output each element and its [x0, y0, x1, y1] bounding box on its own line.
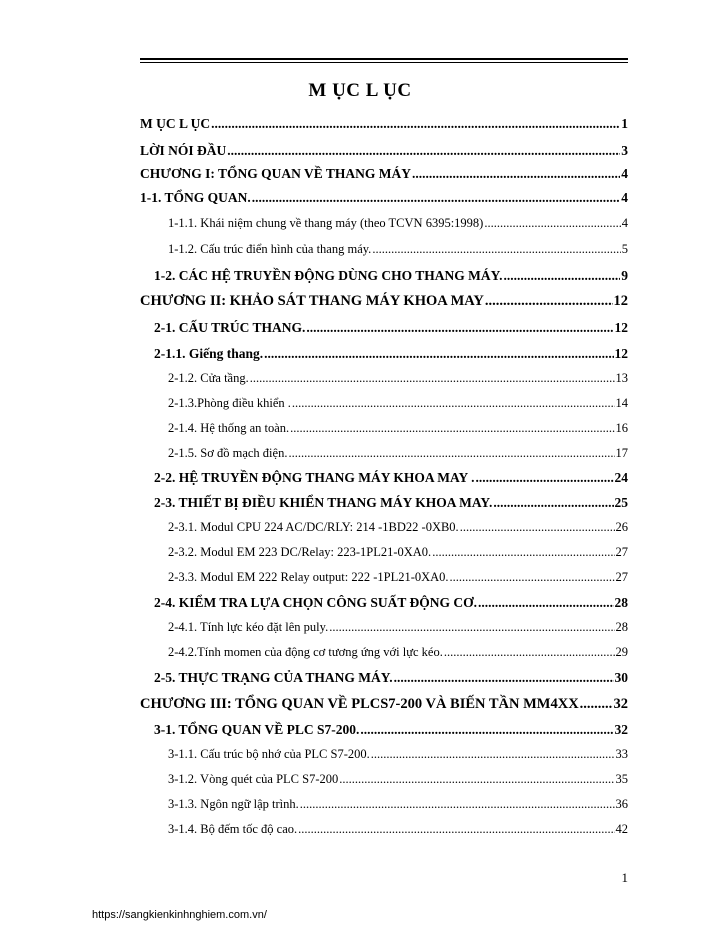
toc-entry[interactable] [168, 545, 628, 560]
toc-entry[interactable] [168, 446, 628, 461]
toc-entry-text: 3-1.2. Vòng quét của PLC S7-200 [168, 772, 339, 786]
toc-entry[interactable] [154, 495, 628, 511]
toc-leader [250, 371, 615, 386]
toc-entry-page: 42 [615, 822, 628, 836]
toc-entry-page: 28 [615, 620, 628, 634]
toc-entry-text: 2-4.1. Tính lực kéo đặt lên puly. [168, 620, 329, 634]
toc-entry-text: 2-1.1. Giếng thang. [154, 346, 264, 361]
toc-entry[interactable] [154, 722, 628, 738]
toc-entry-page: 27 [615, 570, 628, 584]
toc-leader [339, 772, 614, 787]
toc-entry[interactable] [168, 570, 628, 585]
toc-entry-page: 12 [614, 346, 628, 361]
toc-entry[interactable] [168, 822, 628, 837]
toc-entry[interactable] [168, 421, 628, 436]
toc-leader [329, 620, 614, 635]
toc-leader [360, 722, 613, 738]
toc-leader [493, 495, 613, 511]
toc-entry-text: 2-1. CẤU TRÚC THANG. [154, 320, 306, 335]
toc-entry-page: 4 [621, 190, 628, 205]
toc-entry[interactable] [168, 645, 628, 660]
toc-entry-page: 16 [615, 421, 628, 435]
toc-entry[interactable] [140, 696, 628, 713]
toc-entry-page: 24 [614, 470, 628, 485]
toc-entry-page: 4 [621, 166, 628, 181]
toc-leader [292, 396, 615, 411]
toc-leader [484, 216, 620, 231]
toc-entry-text: 2-3.3. Modul EM 222 Relay output: 222 -1PL21-0XA0. [168, 570, 449, 584]
toc-leader [300, 797, 615, 812]
toc-entry-text: CHƯƠNG I: TỔNG QUAN VỀ THANG MÁY [140, 166, 412, 181]
toc-entry-page: 28 [614, 595, 628, 610]
toc-entry[interactable] [154, 595, 628, 611]
toc-entry-text: CHƯƠNG II: KHẢO SÁT THANG MÁY KHOA MAY [140, 293, 484, 309]
toc-entry-page: 32 [613, 696, 628, 712]
toc-entry-text: 1-1.2. Cấu trúc điển hình của thang máy. [168, 242, 372, 256]
toc-entry[interactable] [154, 320, 628, 336]
toc-leader [264, 346, 613, 362]
toc-entry-page: 25 [614, 495, 628, 510]
toc-entry[interactable] [168, 216, 628, 231]
toc-entry-page: 4 [621, 216, 628, 230]
toc-entry-text: CHƯƠNG III: TỔNG QUAN VỀ PLCS7-200 VÀ BIẾN TẦN MM4XX [140, 696, 579, 712]
toc-leader [432, 545, 614, 560]
toc-leader [211, 116, 620, 132]
toc-entry-text: M ỤC L ỤC [140, 116, 211, 131]
page-title: M ỤC L ỤC [308, 80, 412, 101]
toc-entry-page: 14 [615, 396, 628, 410]
toc-leader [394, 670, 614, 686]
toc-leader [478, 595, 613, 611]
header-rule-thin [140, 62, 628, 63]
toc-entry-text: 2-1.5. Sơ đồ mạch điện. [168, 446, 288, 460]
toc-entry-text: 3-1.4. Bộ đếm tốc độ cao. [168, 822, 298, 836]
toc-entry[interactable] [168, 797, 628, 812]
toc-entry-page: 17 [615, 446, 628, 460]
toc-entry[interactable] [140, 293, 628, 310]
toc-leader [460, 520, 615, 535]
toc-entry-page: 13 [615, 371, 628, 385]
toc-entry-text: 2-1.2. Cửa tầng. [168, 371, 249, 385]
toc-entry-text: 2-3.1. Modul CPU 224 AC/DC/RLY: 214 -1BD22 -0XB0. [168, 520, 459, 534]
toc-leader [476, 470, 614, 486]
toc-leader [371, 747, 615, 762]
toc-entry-text: 2-3. THIẾT BỊ ĐIỀU KHIỂN THANG MÁY KHOA MAY. [154, 495, 493, 510]
toc-entry-text: 2-5. THỰC TRẠNG CỦA THANG MÁY. [154, 670, 393, 685]
toc-entry[interactable] [168, 242, 628, 257]
toc-entry-page: 30 [614, 670, 628, 685]
toc-entry-page: 27 [615, 545, 628, 559]
toc-entry-page: 35 [615, 772, 628, 786]
toc-leader [298, 822, 614, 837]
toc-leader [485, 293, 613, 310]
toc-leader [504, 268, 621, 284]
toc-entry-page: 33 [615, 747, 628, 761]
toc-entry-page: 32 [614, 722, 628, 737]
toc-entry[interactable] [168, 396, 628, 411]
toc-leader [227, 143, 620, 159]
toc-entry[interactable] [168, 520, 628, 535]
toc-entry-page: 3 [621, 143, 628, 158]
toc-entry[interactable] [168, 371, 628, 386]
toc-entry-page: 5 [621, 242, 628, 256]
toc-entry[interactable] [140, 166, 628, 182]
toc-entry-page: 29 [615, 645, 628, 659]
toc-entry[interactable] [154, 346, 628, 362]
toc-entry-text: 3-1.1. Cấu trúc bộ nhớ của PLC S7-200. [168, 747, 370, 761]
page-number: 1 [621, 870, 628, 885]
toc-entry[interactable] [154, 470, 628, 486]
toc-leader [372, 242, 620, 257]
toc-entry-text: 2-2. HỆ TRUYỀN ĐỘNG THANG MÁY KHOA MAY . [154, 470, 475, 485]
toc-entry[interactable] [140, 143, 628, 159]
toc-entry[interactable] [140, 190, 628, 206]
toc-leader [580, 696, 613, 713]
toc-entry-page: 12 [613, 293, 628, 309]
toc-entry-text: 2-4.2.Tính momen của động cơ tương ứng với lực kéo. [168, 645, 443, 659]
toc-entry-text: 3-1. TỔNG QUAN VỀ PLC S7-200. [154, 722, 360, 737]
toc-leader [450, 570, 615, 585]
toc-entry[interactable] [140, 116, 628, 132]
toc-entry[interactable] [154, 670, 628, 686]
header-rule-thick [140, 58, 628, 60]
toc-entry-text: 1-1.1. Khái niệm chung về thang máy (theo TCVN 6395:1998) [168, 216, 484, 230]
toc-leader [288, 446, 614, 461]
toc-entry-page: 12 [614, 320, 628, 335]
toc-leader [412, 166, 620, 182]
toc-entry-text: 2-4. KIỂM TRA LỰA CHỌN CÔNG SUẤT ĐỘNG CƠ. [154, 595, 478, 610]
toc-entry-text: 1-2. CÁC HỆ TRUYỀN ĐỘNG DÙNG CHO THANG MÁY. [154, 268, 503, 283]
toc-leader [306, 320, 613, 336]
toc-entry[interactable] [154, 268, 628, 284]
toc-entry[interactable] [168, 772, 628, 787]
toc-leader [290, 421, 614, 436]
toc-entry-text: 1-1. TỔNG QUAN. [140, 190, 251, 205]
toc-entry[interactable] [168, 620, 628, 635]
toc-entry[interactable] [168, 747, 628, 762]
toc-entry-text: 3-1.3. Ngôn ngữ lập trình. [168, 797, 299, 811]
toc-entry-text: 2-3.2. Modul EM 223 DC/Relay: 223-1PL21-0XA0. [168, 545, 432, 559]
footer-url[interactable]: https://sangkienkinhnghiem.com.vn/ [92, 909, 267, 921]
toc-entry-page: 26 [615, 520, 628, 534]
toc-entry-page: 9 [621, 268, 628, 283]
toc-entry-text: 2-1.4. Hệ thống an toàn. [168, 421, 290, 435]
toc-entry-text: LỜI NÓI ĐẦU [140, 143, 227, 158]
toc-entry-page: 1 [621, 116, 628, 131]
toc-entry-page: 36 [615, 797, 628, 811]
toc-leader [252, 190, 620, 206]
toc-leader [444, 645, 615, 660]
toc-entry-text: 2-1.3.Phòng điều khiển . [168, 396, 291, 410]
